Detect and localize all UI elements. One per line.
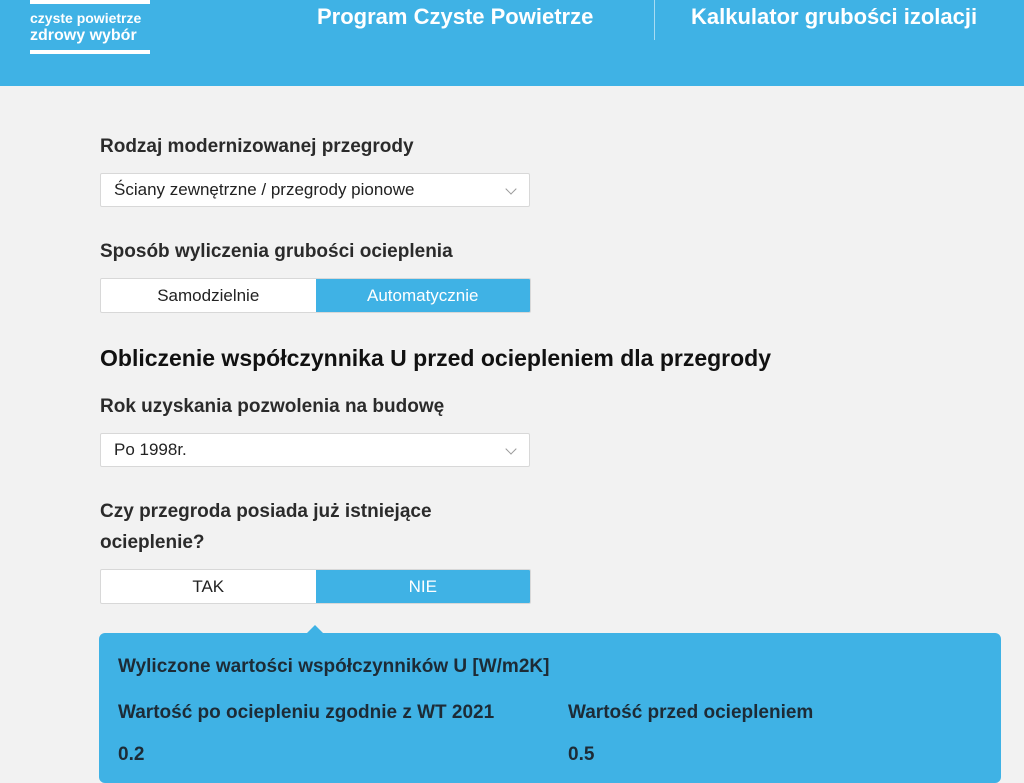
logo-line2: zdrowy wybór [30,27,137,44]
result-pointer-arrow [306,625,324,634]
u-before-label: Wartość przed ociepleniem [568,702,814,723]
existing-insulation-option-tak[interactable]: TAK [192,577,225,596]
partition-type-value: Ściany zewnętrzne / przegrody pionowe [114,180,415,199]
nav-program-czyste-powietrze[interactable]: Program Czyste Powietrze [317,4,594,29]
partition-type-select[interactable] [100,173,530,207]
chevron-down-icon [505,443,516,454]
calc-method-option-samodzielnie[interactable]: Samodzielnie [157,286,260,305]
calc-method-toggle [100,278,531,313]
nav-separator [654,0,655,40]
existing-insulation-toggle [100,569,531,604]
existing-insulation-label-line2: ocieplenie? [100,532,205,553]
result-title: Wyliczone wartości współczynników U [W/m2K] [118,656,550,677]
u-after-value: 0.2 [118,744,145,765]
section-title: Obliczenie współczynnika U przed ociepleniem dla przegrody [100,345,771,371]
czyste-powietrze-logo[interactable] [30,0,150,56]
chevron-down-icon [505,183,516,194]
permit-year-value: Po 1998r. [114,440,187,459]
existing-insulation-label-line1: Czy przegroda posiada już istniejące [100,501,432,522]
calc-method-option-automatycznie[interactable]: Automatycznie [316,279,531,312]
logo-bar-top [30,0,150,4]
existing-insulation-option-nie[interactable]: NIE [316,570,531,603]
logo-bar-bottom [30,50,150,54]
nav-insulation-calculator[interactable]: Kalkulator grubości izolacji [691,4,978,29]
existing-insulation-label [100,496,432,558]
partition-type-label: Rodzaj modernizowanej przegrody [100,136,414,157]
permit-year-select[interactable] [100,433,530,467]
top-header [0,0,1024,86]
calc-method-label: Sposób wyliczenia grubości ocieplenia [100,241,453,262]
u-after-label: Wartość po ociepleniu zgodnie z WT 2021 [118,702,495,723]
permit-year-label: Rok uzyskania pozwolenia na budowę [100,396,445,417]
u-values-result-panel [99,633,1001,783]
logo-line1: czyste powietrze [30,10,142,26]
u-before-value: 0.5 [568,744,595,765]
